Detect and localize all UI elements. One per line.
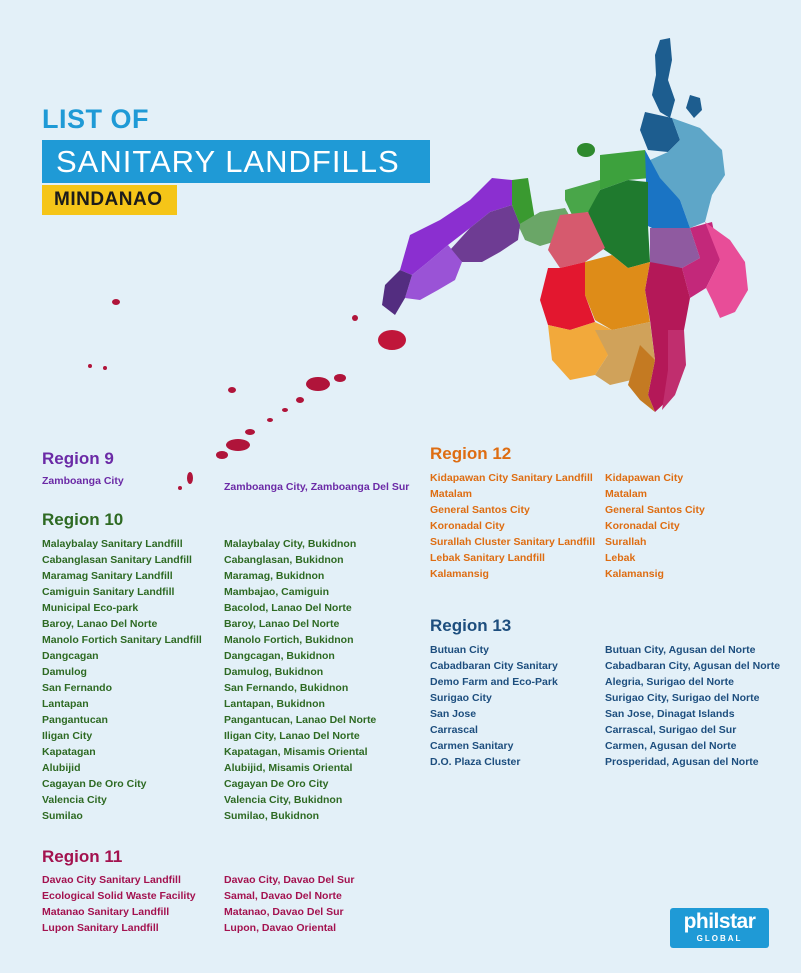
- list-item: Damulog: [42, 666, 87, 678]
- list-item: Carrascal, Surigao del Sur: [605, 724, 737, 736]
- map-basilan: [378, 330, 406, 350]
- list-item: Carmen Sanitary: [430, 740, 514, 752]
- list-item: Butuan City, Agusan del Norte: [605, 644, 756, 656]
- map-camiguin: [577, 143, 595, 157]
- list-item: Sumilao, Bukidnon: [224, 810, 320, 822]
- title-mindanao: MINDANAO: [42, 185, 177, 215]
- philstar-logo: [670, 908, 769, 948]
- region-13-names: [430, 642, 558, 770]
- list-item: Koronadal City: [605, 520, 680, 532]
- list-item: Kapatagan, Misamis Oriental: [224, 746, 368, 758]
- list-item: Cabadbaran City Sanitary: [430, 660, 558, 672]
- list-item: General Santos City: [430, 504, 530, 516]
- list-item: Cabanglasan, Bukidnon: [224, 554, 344, 566]
- list-item: Matalam: [605, 488, 648, 500]
- list-item: Butuan City: [430, 644, 489, 656]
- list-item: Sumilao: [42, 810, 83, 822]
- list-item: Demo Farm and Eco-Park: [430, 676, 558, 688]
- list-item: Prosperidad, Agusan del Norte: [605, 756, 759, 768]
- map-sulu: [88, 299, 358, 490]
- region-12-names: [430, 470, 595, 582]
- list-item: Davao City, Davao Del Sur: [224, 874, 355, 886]
- list-item: Kapatagan: [42, 746, 96, 758]
- list-item: Matanao, Davao Del Sur: [224, 906, 344, 918]
- list-item: Lantapan: [42, 698, 89, 710]
- list-item: Alubijid, Misamis Oriental: [224, 762, 353, 774]
- list-item: Surallah: [605, 536, 647, 548]
- list-item: Kidapawan City: [605, 472, 684, 484]
- region-11-locations: [224, 872, 355, 936]
- region-13-locations: [605, 642, 780, 770]
- list-item: Matanao Sanitary Landfill: [42, 906, 170, 918]
- list-item: Valencia City: [42, 794, 107, 806]
- list-item: Bacolod, Lanao Del Norte: [224, 602, 352, 614]
- list-item: Cagayan De Oro City: [42, 778, 147, 790]
- list-item: Municipal Eco-park: [42, 602, 139, 614]
- region-9-title: Region 9: [42, 449, 114, 468]
- list-item: Kalamansig: [605, 568, 664, 580]
- list-item: Mambajao, Camiguin: [224, 586, 330, 598]
- list-item: Lupon Sanitary Landfill: [42, 922, 159, 934]
- list-item: Cagayan De Oro City: [224, 778, 329, 790]
- list-item: D.O. Plaza Cluster: [430, 756, 521, 768]
- logo-wordmark: philstar: [683, 910, 756, 933]
- list-item: Manolo Fortich, Bukidnon: [224, 634, 354, 646]
- list-item: Zamboanga City: [42, 475, 124, 487]
- list-item: Kalamansig: [430, 568, 489, 580]
- list-item: Kidapawan City Sanitary Landfill: [430, 472, 593, 484]
- region-10-names: [42, 536, 202, 824]
- region-12-title: Region 12: [430, 444, 512, 463]
- list-item: Samal, Davao Del Norte: [224, 890, 342, 902]
- title-list-of: LIST OF: [42, 104, 149, 134]
- list-item: Iligan City, Lanao Del Norte: [224, 730, 360, 742]
- list-item: Damulog, Bukidnon: [224, 666, 324, 678]
- list-item: Carmen, Agusan del Norte: [605, 740, 737, 752]
- region-13-title: Region 13: [430, 616, 512, 635]
- list-item: Ecological Solid Waste Facility: [42, 890, 196, 902]
- list-item: Alegria, Surigao del Norte: [605, 676, 734, 688]
- list-item: Iligan City: [42, 730, 93, 742]
- list-item: General Santos City: [605, 504, 705, 516]
- list-item: Baroy, Lanao Del Norte: [224, 618, 340, 630]
- list-item: Alubijid: [42, 762, 81, 774]
- list-item: Koronadal City: [430, 520, 505, 532]
- list-item: Manolo Fortich Sanitary Landfill: [42, 634, 202, 646]
- list-item: San Fernando, Bukidnon: [224, 682, 349, 694]
- list-item: Malaybalay Sanitary Landfill: [42, 538, 183, 550]
- list-item: Lebak Sanitary Landfill: [430, 552, 545, 564]
- list-item: San Jose: [430, 708, 477, 720]
- list-item: Malaybalay City, Bukidnon: [224, 538, 357, 550]
- title-sanitary-landfills: SANITARY LANDFILLS: [42, 140, 430, 183]
- list-item: Matalam: [430, 488, 473, 500]
- region-9-names: [42, 473, 124, 489]
- map-siargao: [686, 95, 702, 118]
- map-cotabato: [585, 255, 650, 330]
- list-item: Lupon, Davao Oriental: [224, 922, 337, 934]
- list-item: San Jose, Dinagat Islands: [605, 708, 735, 720]
- list-item: Pangantucan, Lanao Del Norte: [224, 714, 377, 726]
- list-item: Davao City Sanitary Landfill: [42, 874, 181, 886]
- list-item: Maramag Sanitary Landfill: [42, 570, 173, 582]
- list-item: Dangcagan: [42, 650, 99, 662]
- list-item: Baroy, Lanao Del Norte: [42, 618, 158, 630]
- map-dinagat: [652, 38, 675, 118]
- list-item: Zamboanga City, Zamboanga Del Sur: [224, 481, 410, 493]
- list-item: Surigao City: [430, 692, 492, 704]
- list-item: Cabanglasan Sanitary Landfill: [42, 554, 192, 566]
- list-item: Maramag, Bukidnon: [224, 570, 325, 582]
- list-item: Pangantucan: [42, 714, 108, 726]
- list-item: Surallah Cluster Sanitary Landfill: [430, 536, 596, 548]
- region-11-title: Region 11: [42, 847, 123, 866]
- list-item: Lantapan, Bukidnon: [224, 698, 325, 710]
- list-item: San Fernando: [42, 682, 113, 694]
- region-10-title: Region 10: [42, 510, 124, 529]
- list-item: Surigao City, Surigao del Norte: [605, 692, 760, 704]
- region-11-names: [42, 872, 196, 936]
- region-9-locations: [224, 479, 409, 495]
- logo-subtitle: GLOBAL: [696, 934, 743, 943]
- list-item: Dangcagan, Bukidnon: [224, 650, 335, 662]
- list-item: Camiguin Sanitary Landfill: [42, 586, 175, 598]
- region-10-locations: [224, 536, 376, 824]
- list-item: Carrascal: [430, 724, 478, 736]
- list-item: Lebak: [605, 552, 636, 564]
- list-item: Cabadbaran City, Agusan del Norte: [605, 660, 781, 672]
- region-12-locations: [605, 470, 705, 582]
- list-item: Valencia City, Bukidnon: [224, 794, 343, 806]
